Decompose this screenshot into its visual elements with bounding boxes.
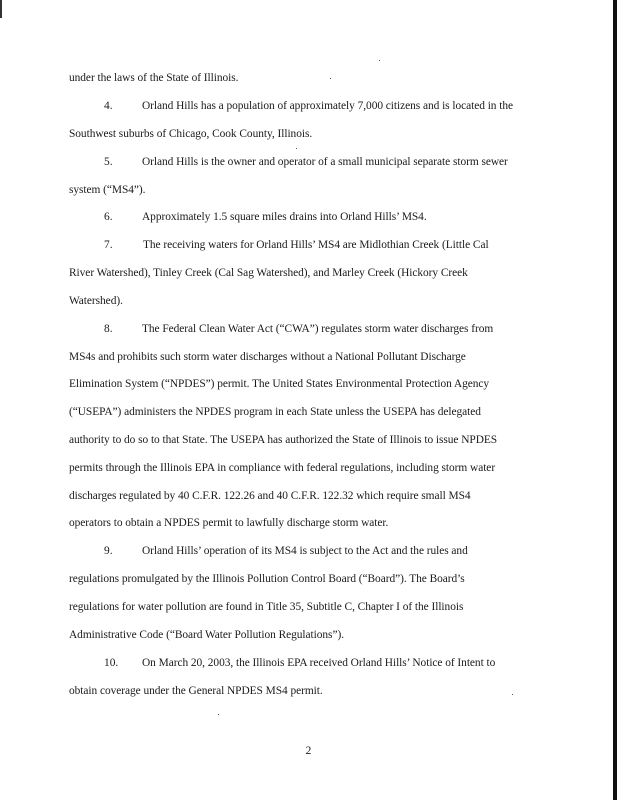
scan-speck: [512, 694, 513, 695]
text-line: Administrative Code (“Board Water Pollution Regulations”).: [69, 629, 344, 641]
paragraph-number: 4.: [104, 100, 113, 112]
text-line: permits through the Illinois EPA in compliance with federal regulations, including storm water: [69, 462, 496, 474]
text-line: Orland Hills’ operation of its MS4 is subject to the Act and the rules and: [142, 545, 468, 557]
text-line: The Federal Clean Water Act (“CWA”) regulates storm water discharges from: [142, 323, 494, 335]
text-line: system (“MS4”).: [69, 184, 146, 196]
scan-speck: [296, 148, 297, 149]
text-line: discharges regulated by 40 C.F.R. 122.26 and 40 C.F.R. 122.32 which require small MS4: [69, 490, 471, 502]
paragraph-number: 5.: [104, 156, 113, 168]
text-line: Watershed).: [69, 295, 123, 307]
paragraph-number: 6.: [104, 211, 113, 223]
scan-speck: [379, 60, 380, 61]
text-line: River Watershed), Tinley Creek (Cal Sag Watershed), and Marley Creek (Hickory Creek: [69, 267, 468, 279]
scan-speck: [218, 714, 219, 715]
paragraph-number: 8.: [104, 323, 113, 335]
text-line: On March 20, 2003, the Illinois EPA received Orland Hills’ Notice of Intent to: [142, 657, 496, 669]
scan-edge-left: [0, 0, 2, 18]
text-line: operators to obtain a NPDES permit to lawfully discharge storm water.: [69, 517, 389, 529]
text-line: Orland Hills is the owner and operator of a small municipal separate storm sewer: [142, 156, 508, 168]
scan-speck: [330, 78, 331, 79]
text-line: Orland Hills has a population of approximately 7,000 citizens and is located in the: [142, 100, 514, 112]
text-line: (“USEPA”) administers the NPDES program in each State unless the USEPA has delegated: [69, 406, 481, 418]
text-line: regulations for water pollution are found in Title 35, Subtitle C, Chapter I of the Illinois: [69, 601, 464, 613]
text-line: under the laws of the State of Illinois.: [69, 72, 239, 84]
text-line: Southwest suburbs of Chicago, Cook County, Illinois.: [69, 128, 313, 140]
text-line: The receiving waters for Orland Hills’ MS4 are Midlothian Creek (Little Cal: [143, 239, 489, 251]
page-number: 2: [305, 745, 312, 757]
scan-edge-right: [613, 0, 617, 800]
text-line: authority to do so to that State. The USEPA has authorized the State of Illinois to issue NPDES: [69, 434, 498, 446]
text-line: obtain coverage under the General NPDES MS4 permit.: [69, 685, 323, 697]
text-line: MS4s and prohibits such storm water discharges without a National Pollutant Discharge: [69, 351, 466, 363]
paragraph-number: 10.: [104, 657, 119, 669]
paragraph-number: 7.: [104, 239, 113, 251]
paragraph-number: 9.: [104, 545, 113, 557]
text-line: regulations promulgated by the Illinois Pollution Control Board (“Board”). The Board’s: [69, 573, 465, 585]
text-line: Elimination System (“NPDES”) permit. The United States Environmental Protection Agency: [69, 378, 490, 390]
text-line: Approximately 1.5 square miles drains into Orland Hills’ MS4.: [142, 211, 427, 223]
